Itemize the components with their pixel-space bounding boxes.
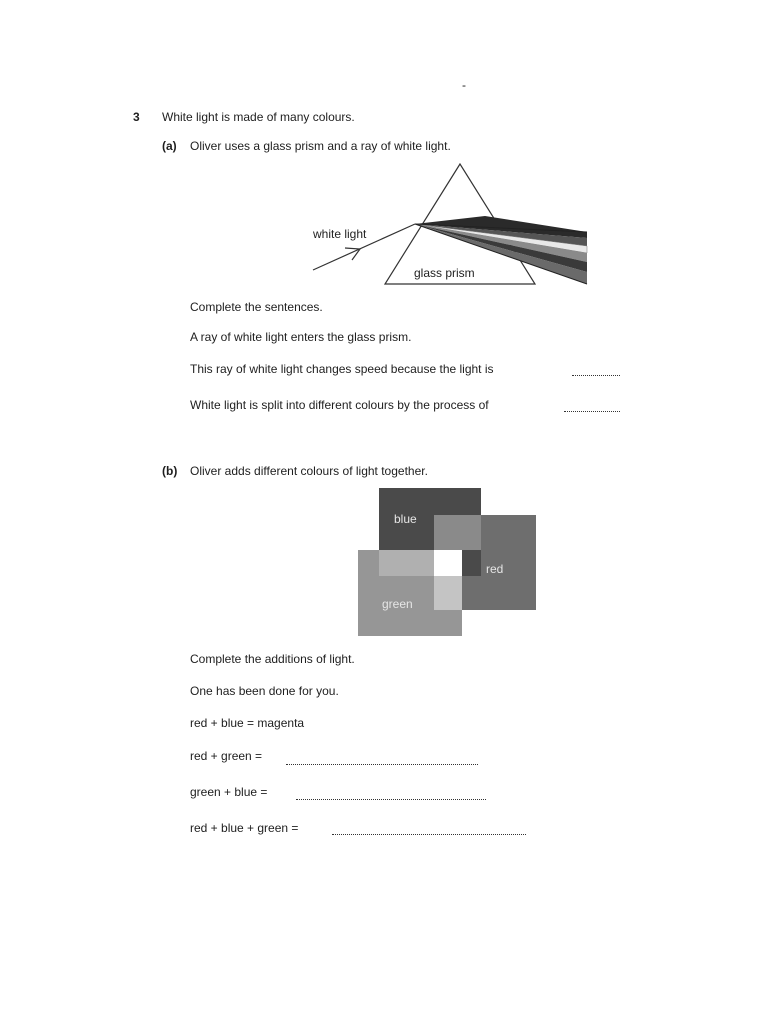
part-b-example: red + blue = magenta — [190, 716, 305, 730]
glass-prism-label: glass prism — [414, 266, 475, 280]
answer-blank-b2[interactable] — [296, 799, 486, 800]
question-number: 3 — [133, 110, 140, 124]
green-label: green — [382, 597, 413, 611]
part-a-line1: A ray of white light enters the glass prism. — [190, 330, 412, 344]
part-b-label: (b) — [162, 464, 178, 478]
part-a-line3: White light is split into different colours by the process of — [190, 398, 489, 412]
part-a-text: Oliver uses a glass prism and a ray of white light. — [190, 139, 451, 153]
part-b-text: Oliver adds different colours of light together. — [190, 464, 428, 478]
white-light-label: white light — [313, 227, 367, 241]
sum-green-blue: green + blue = — [190, 785, 268, 799]
blue-label: blue — [394, 512, 417, 526]
sum-red-green: red + green = — [190, 749, 263, 763]
answer-blank-b1[interactable] — [286, 764, 478, 765]
part-a-instruction: Complete the sentences. — [190, 300, 323, 314]
answer-blank-b3[interactable] — [332, 834, 526, 835]
overlap-red-blue — [434, 515, 481, 550]
sum-red-blue-green: red + blue + green = — [190, 821, 299, 835]
part-b-example-note: One has been done for you. — [190, 684, 339, 698]
answer-blank-a2[interactable] — [564, 411, 620, 412]
overlap-white-centre — [434, 550, 462, 576]
overlap-green-blue — [379, 550, 434, 576]
corner-mark: - — [462, 78, 466, 92]
overlap-red-green — [434, 576, 462, 610]
question-intro: White light is made of many colours. — [162, 110, 355, 124]
answer-blank-a1[interactable] — [572, 375, 620, 376]
red-label: red — [486, 562, 504, 576]
colour-addition-diagram — [358, 488, 536, 636]
part-a-label: (a) — [162, 139, 177, 153]
prism-diagram — [305, 160, 595, 290]
part-b-instruction: Complete the additions of light. — [190, 652, 355, 666]
part-a-line2: This ray of white light changes speed because the light is — [190, 362, 494, 376]
